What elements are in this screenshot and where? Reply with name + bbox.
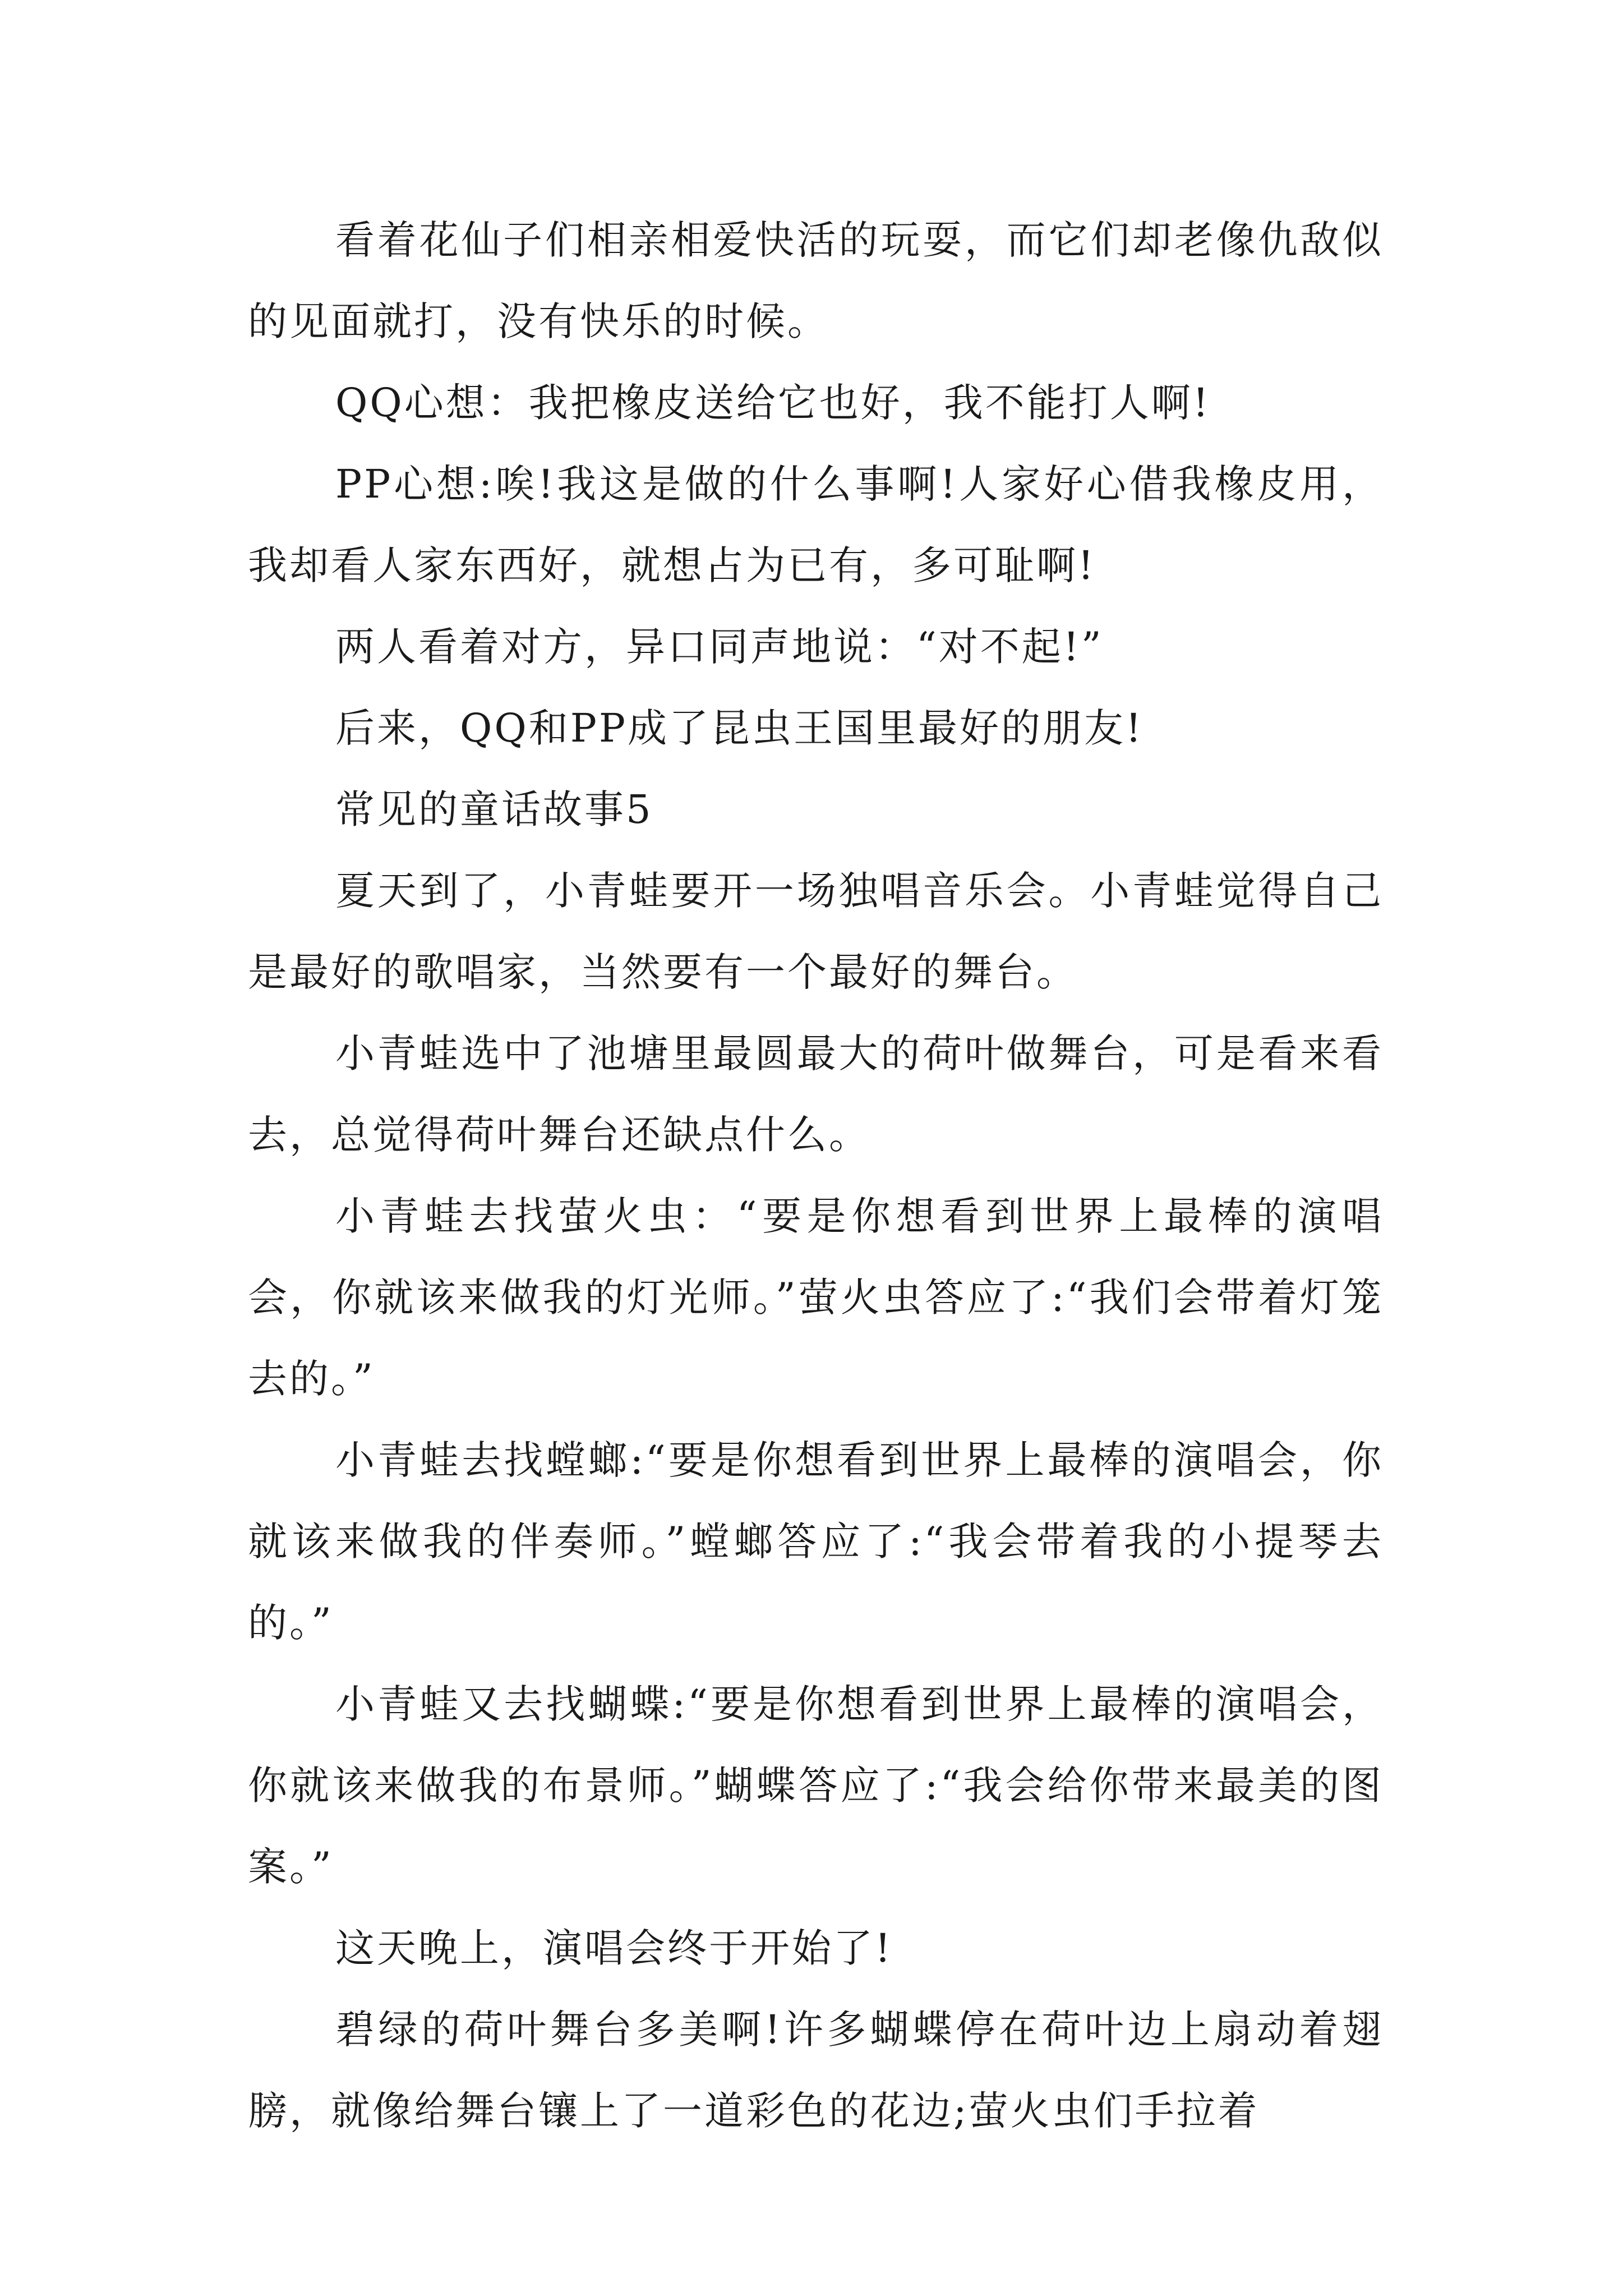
section-heading: 常见的童话故事5: [335, 786, 653, 832]
document-body: [248, 200, 1384, 2152]
paragraph: 小青蛙选中了池塘里最圆最大的荷叶做舞台，可是看来看去，总觉得荷叶舞台还缺点什么。: [248, 1030, 1384, 1158]
paragraph: 小青蛙又去找蝴蝶:“要是你想看到世界上最棒的演唱会，你就该来做我的布景师。”蝴蝶答应了:“我会给你带来最美的图案。”: [248, 1681, 1384, 1890]
paragraph: 碧绿的荷叶舞台多美啊!许多蝴蝶停在荷叶边上扇动着翅膀，就像给舞台镶上了一道彩色的花边;萤火虫们手拉着: [248, 2007, 1384, 2134]
paragraph: 这天晚上，演唱会终于开始了!: [335, 1925, 893, 1971]
paragraph: 两人看着对方，异口同声地说：“对不起!”: [335, 624, 1104, 670]
paragraph: 后来，QQ和PP成了昆虫王国里最好的朋友!: [335, 705, 1144, 751]
paragraph: 看着花仙子们相亲相爱快活的玩耍，而它们却老像仇敌似的见面就打，没有快乐的时候。: [248, 217, 1384, 344]
paragraph: PP心想:唉!我这是做的什么事啊!人家好心借我橡皮用，我却看人家东西好，就想占为已有，多可耻啊!: [248, 461, 1384, 588]
paragraph: QQ心想：我把橡皮送给它也好，我不能打人啊!: [335, 380, 1211, 426]
paragraph: 小青蛙去找萤火虫：“要是你想看到世界上最棒的演唱会，你就该来做我的灯光师。”萤火虫答应了:“我们会带着灯笼去的。”: [248, 1193, 1384, 1402]
paragraph: 小青蛙去找螳螂:“要是你想看到世界上最棒的演唱会，你就该来做我的伴奏师。”螳螂答应了:“我会带着我的小提琴去的。”: [248, 1437, 1384, 1646]
paragraph: 夏天到了，小青蛙要开一场独唱音乐会。小青蛙觉得自己是最好的歌唱家，当然要有一个最好的舞台。: [248, 868, 1384, 995]
